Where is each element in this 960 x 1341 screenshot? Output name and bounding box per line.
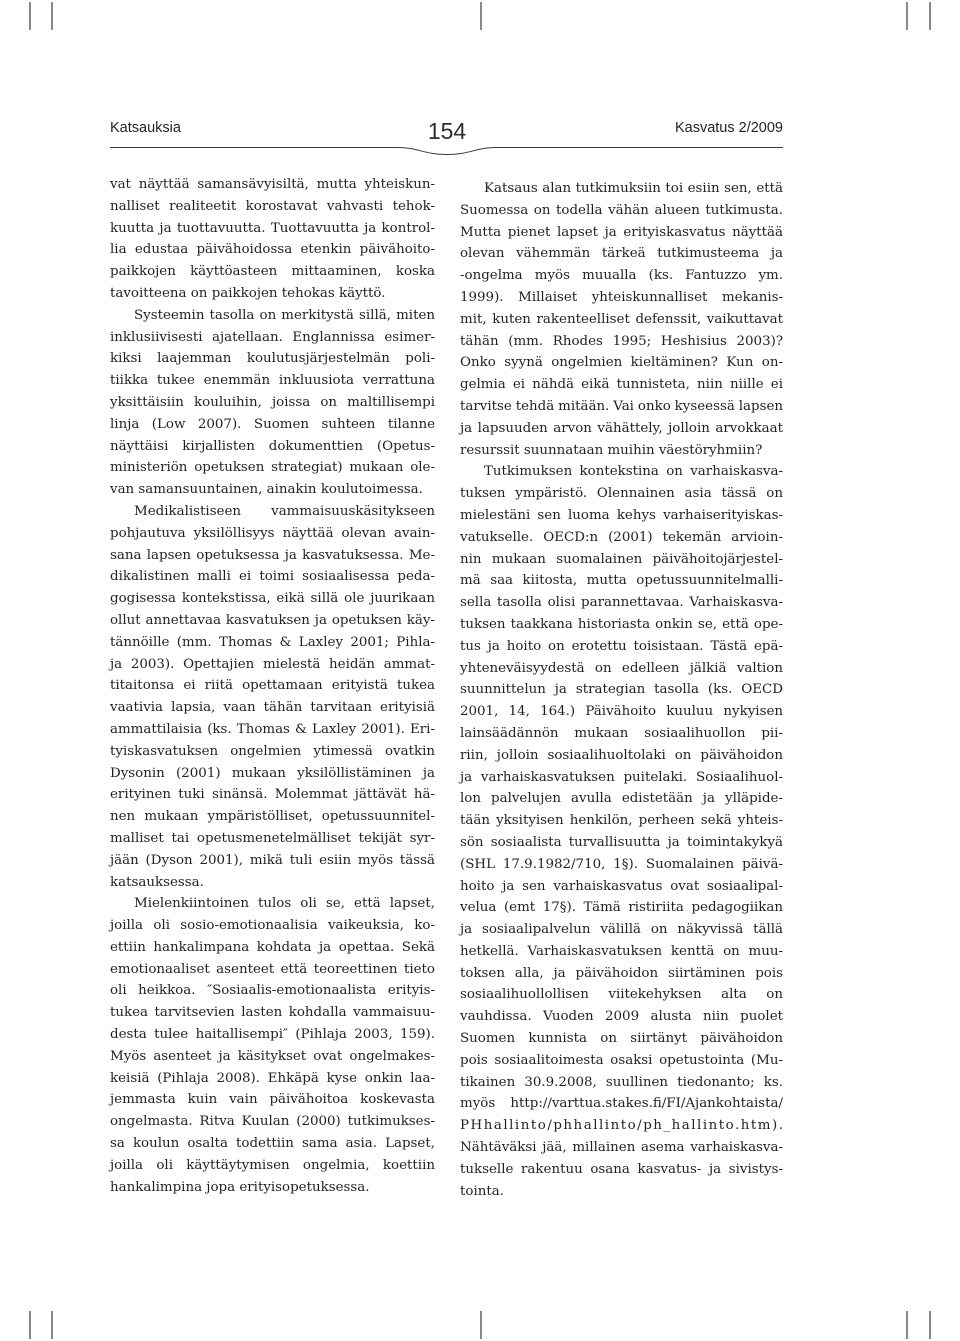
paragraph [110,893,435,1198]
journal-issue: Kasvatus 2/2009 [674,120,783,136]
paragraph [110,305,435,501]
text-line: linja (Low 2007). Suomen suhteen tilanne [110,416,435,432]
text-line: gogisessa kontekstissa, eikä sillä ole juurikaan [110,591,435,607]
paragraph [110,501,435,893]
text-line: Onko syynä ongelmien kieltäminen? Kun on- [460,355,783,371]
text-line: tavoitteena on paikkojen tehokas käyttö. [110,285,386,301]
text-line: 1999). Millaiset yhteiskunnalliset mekanis- [460,289,783,305]
paragraph [110,174,435,305]
section-label: Katsauksia [110,120,181,136]
text-line: Medikalistiseen vammaisuuskäsitykseen [134,503,435,519]
text-line: ja 2003). Opettajien mielestä heidän ammat- [110,656,435,672]
text-line: tännöille (mm. Thomas & Laxley 2001; Pihla- [110,634,435,650]
crop-marks-bottom [0,1305,960,1341]
text-line: -ongelma myös muualla (ks. Fantuzzo ym. [460,268,783,284]
text-line: jemmasta kuin vain päivähoitoa koskevasta [110,1092,435,1108]
text-line: ammattilaisia (ks. Thomas & Laxley 2001). Eri- [110,721,435,737]
text-line: dikalistinen malli ei toimi sosiaalisessa peda- [110,569,435,585]
text-line: Mielenkiintoinen tulos oli se, että lapset, [134,896,435,912]
text-line: hetkellä. Varhaiskasvatuksen kenttä on muu- [460,943,783,959]
text-line: Dysonin (2001) mukaan yksilöllistäminen ja [110,765,435,781]
text-line: van samansuuntainen, ainakin koulutoimessa. [110,482,423,498]
text-line: ja lapsuuden arvon vähättely, jolloin arvokkaat [460,420,783,436]
text-line: tyiskasvatuksen ongelmien ytimessä ovatkin [110,743,435,759]
text-line: tähän (mm. Rhodes 1995; Heshisius 2003)? [460,333,783,349]
text-line: sosiaalihuollollisen viitekehyksen alta on [460,987,783,1003]
text-line: Mutta pienet lapset ja erityiskasvatus näyttää [460,224,783,240]
text-line: ongelmasta. Ritva Kuulan (2000) tutkimukses- [110,1114,435,1130]
text-line: inklusiivisesti ajatellaan. Englannissa esimer- [110,329,435,345]
text-line: pois sosiaalitoimesta osaksi opetustointa (Mu- [460,1052,783,1068]
text-line: tus ja hoito on erotettu toisistaan. Tästä epä- [460,638,783,654]
text-line: hankalimpina jopa erityisopetuksessa. [110,1179,370,1195]
text-line: joilla oli käyttäytymisen ongelmia, koettiin [110,1157,435,1173]
text-line: tukea tarvitsevien lasten kohdalla vammaisuu- [110,1005,435,1021]
page-number: 154 [427,118,467,144]
text-line: ollut annettavaa kasvatuksen ja opetuksen käy- [110,612,435,628]
text-line: Katsaus alan tutkimuksiin toi esiin sen, että [484,181,783,196]
text-line: nin mukaan suomalainen päivähoitojärjestel- [460,551,783,567]
text-line: Suomen kunnista on siirtänyt päivähoidon [460,1031,783,1047]
text-line: gelmia ei nähdä eikä tunnisteta, niin niille ei [460,377,783,393]
text-line: Suomessa on todella vähän alueen tutkimusta. [460,202,783,218]
text-line: lon palvelujen avulla edistetään ja ylläpide- [460,791,783,807]
text-line: joilla oli sosio-emotionaalisia vaikeuksia, ko- [110,918,435,934]
text-line: sana lapsen opetuksessa ja kasvatuksessa. Me- [110,547,435,563]
text-line: paikkojen käyttöasteen mittaaminen, koska [110,264,435,280]
paragraph [460,178,783,461]
text-line: tukselle rakentuu osana kasvatus- ja sivistys- [460,1161,783,1177]
text-line: kuutta ja tuottavuutta. Tuottavuutta ja kontrol- [110,220,435,236]
text-line: tään yksityisen henkilön, perheen sekä yhteis- [460,813,783,829]
text-line: (SHL 17.9.1982/710, 1§). Suomalainen päivä- [460,856,783,872]
text-line: ministeriön opetuksen strategiat) mukaan ole- [110,460,435,476]
text-line: ja varhaiskasvatuksen puitelaki. Sosiaalihuol- [460,769,783,785]
text-line: mä saa kiitosta, mutta opetussuunnitelmalli- [460,573,783,589]
text-line: olevan vähemmän tärkeä tutkimusteema ja [460,246,783,262]
text-line: lia edustaa päivähoidossa etenkin päivähoito- [110,242,435,258]
left-column [110,174,435,1198]
text-line: malliset tai opetusmenetelmälliset tekijät syr- [110,830,435,846]
text-line: erityinen tuki sinänsä. Molemmat jättävät hä- [110,787,435,803]
text-line: vauhdissa. Vuoden 2009 alusta niin puolet [460,1009,783,1025]
text-line: tuksen taakkana historiasta onkin se, että ope- [460,616,783,632]
text-line: vatukselle. OECD:n (2001) tekemän arvioin- [460,529,783,545]
text-line: lainsäädännön mukaan sosiaalihuollon pii- [460,725,783,741]
text-line: ettiin hankalimpana kohdata ja opettaa. Sekä [110,939,435,955]
text-line: tarvitse tehdä mitään. Vai onko kyseessä lapsen [460,398,783,414]
text-line: vat näyttää samansävyisiltä, mutta yhteiskun- [110,177,435,192]
text-line: tuksen ympäristö. Olennainen asia tässä on [460,486,783,502]
text-line: riin, jolloin sosiaalihuoltolaki on päivähoidon [460,747,783,763]
header-rule [0,0,960,170]
right-column [460,178,783,1202]
text-line: sella tasolla olisi parannettavaa. Varhaiskasva- [460,595,783,611]
text-line: suunnittelun ja strategian tasolla (ks. OECD [460,682,783,698]
text-line: Tutkimuksen kontekstina on varhaiskasva- [484,464,783,480]
text-line: kiksi laajemman koulutusjärjestelmän poli- [110,351,435,367]
text-line: pohjautuva yksilöllisyys näyttää olevan avain- [110,525,435,541]
text-line: sön sosiaalista turvallisuutta ja toimintakykyä [460,834,783,850]
text-line: katsauksessa. [110,874,204,890]
text-line: resurssit suunnataan muihin väestöryhmiin? [460,442,763,458]
text-line: tiikka tukee enemmän inkluusiota verrattuna [110,373,435,389]
text-line: hoito ja sen varhaiskasvatus ovat sosiaalipal- [460,878,783,894]
text-line: mit, kuten rakenteelliset defenssit, vaikuttavat [460,311,783,327]
text-line: yhteneväisyydestä on edelleen jälkiä valtion [460,660,783,676]
text-line: nalliset realiteetit korostavat vahvasti tehok- [110,198,435,214]
text-line: sa koulun osalta todettiin sama asia. Lapset, [110,1136,435,1152]
text-line: ja sosiaalipalvelun välillä on näkyvissä tällä [460,922,783,938]
text-line: desta tulee haitallisempi″ (Pihlaja 2003, 159). [110,1027,435,1043]
text-line: tointa. [460,1183,504,1199]
text-line: keisiä (Pihlaja 2008). Ehkäpä kyse onkin laa- [110,1070,435,1086]
text-line: emotionaaliset asenteet että teoreettinen tieto [110,961,435,977]
text-line: PHhallinto/phhallinto/ph_hallinto.htm). [460,1118,785,1134]
text-line: toksen alla, ja päivähoidon siirtäminen pois [460,965,783,981]
text-line: titaitonsa ei riitä opettamaan erityistä tukea [110,678,435,694]
text-line: yksittäisiin kouluihin, joissa on maltillisempi [110,394,435,410]
paragraph [460,461,783,1202]
text-line: vaativia lapsia, vaan tähän tarvitaan erityisiä [110,700,435,716]
text-line: 2001, 14, 164.) Päivähoito kuuluu nykyisen [460,704,783,720]
text-line: oli heikkoa. ″Sosiaalis-emotionaalista erityis- [110,983,435,999]
text-line: Systeemin tasolla on merkitystä sillä, miten [134,307,435,323]
text-line: Myös asenteet ja käsitykset ovat ongelmakes- [110,1048,435,1064]
text-line: tikainen 30.9.2008, suullinen tiedonanto; ks. [460,1074,783,1090]
text-line: jään (Dyson 2001), mikä tuli esiin myös tässä [110,852,435,868]
text-line: nen mukaan ympäristölliset, opetussuunnitel- [110,809,435,825]
text-line: myös http://varttua.stakes.fi/FI/Ajankohtaista/ [460,1096,783,1112]
text-line: Nähtäväksi jää, millainen asema varhaiskasva- [460,1140,783,1156]
text-line: näyttäisi kirjallisten dokumenttien (Opetus- [110,438,435,454]
text-line: mielestäni sen luoma kehys varhaiserityiskas- [460,507,783,523]
text-line: velua (emt 17§). Tämä ristiriita pedagogiikan [460,900,783,916]
